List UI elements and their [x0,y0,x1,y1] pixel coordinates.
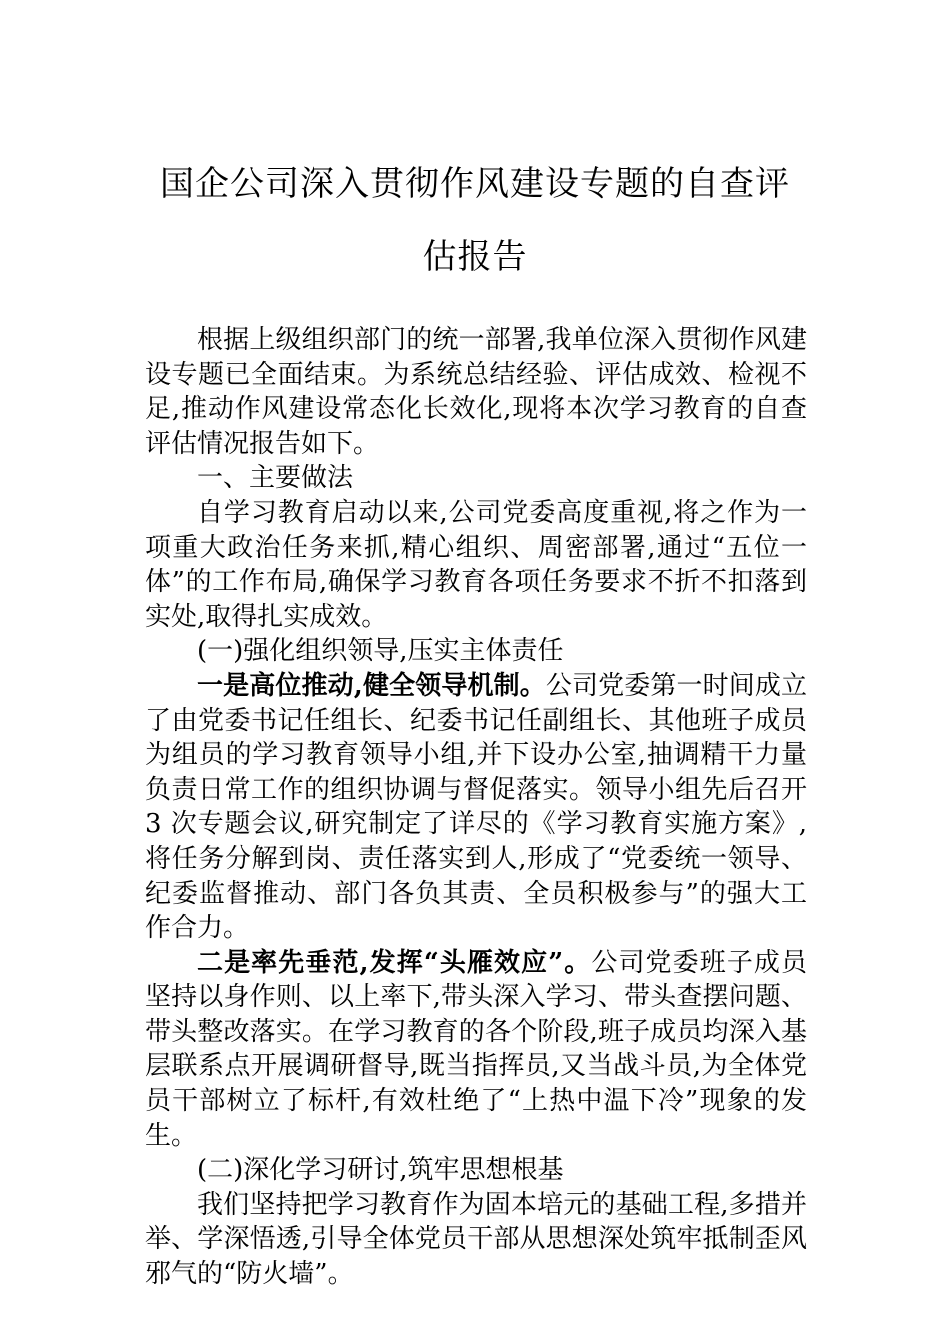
overview-paragraph: 自学习教育启动以来,公司党委高度重视,将之作为一项重大政治任务来抓,精心组织、周密部署,通过“五位一体”的工作布局,确保学习教育各项任务要求不折不扣落到实处,取得扎实成效。 [145,497,807,632]
document-body [145,323,807,1292]
paragraph-text: 公司党委班子成员坚持以身作则、以上率下,带头深入学习、带头查摆问题、带头整改落实。在学习教育的各个阶段,班子成员均深入基层联系点开展调研督导,既当指挥员,又当战斗员,为全体党员干部树立了标杆,有效杜绝了“上热中温下冷”现象的发生。 [145,947,807,1151]
document-title-line-1: 国企公司深入贯彻作风建设专题的自查评 [160,164,790,204]
intro-paragraph: 根据上级组织部门的统一部署,我单位深入贯彻作风建设专题已全面结束。为系统总结经验、评估成效、检视不足,推动作风建设常态化长效化,现将本次学习教育的自查评估情况报告如下。 [145,325,807,459]
paragraph-text: 公司党委第一时间成立了由党委书记任组长、纪委书记任副组长、其他班子成员为组员的学习教育领导小组,并下设办公室,抽调精干力量负责日常工作的组织协调与督促落实。领导小组先后召开 3 次专题会议,研究制定了详尽的《学习教育实施方案》,将任务分解到岗、责任落实到人,形成了“党委统一领导、纪委监督推动、部门各负其责、全员积极参与”的强大工作合力。 [145,670,807,944]
document-title-line-2: 估报告 [422,237,528,277]
paragraph-lead-bold: 一是高位推动,健全领导机制。 [197,670,546,701]
subsection-heading-1: (一)强化组织领导,压实主体责任 [197,636,564,667]
subsection-heading-2: (二)深化学习研讨,筑牢思想根基 [197,1155,564,1186]
paragraph-lead-by-example [145,946,807,1154]
section-heading-main-practices: 一、主要做法 [197,463,354,494]
paragraph-study-foundation: 我们坚持把学习教育作为固本培元的基础工程,多措并举、学深悟透,引导全体党员干部从思想深处筑牢抵制歪风邪气的“防火墙”。 [145,1189,807,1290]
paragraph-leadership-mechanism [145,669,807,946]
paragraph-lead-bold: 二是率先垂范,发挥“头雁效应”。 [197,947,592,978]
